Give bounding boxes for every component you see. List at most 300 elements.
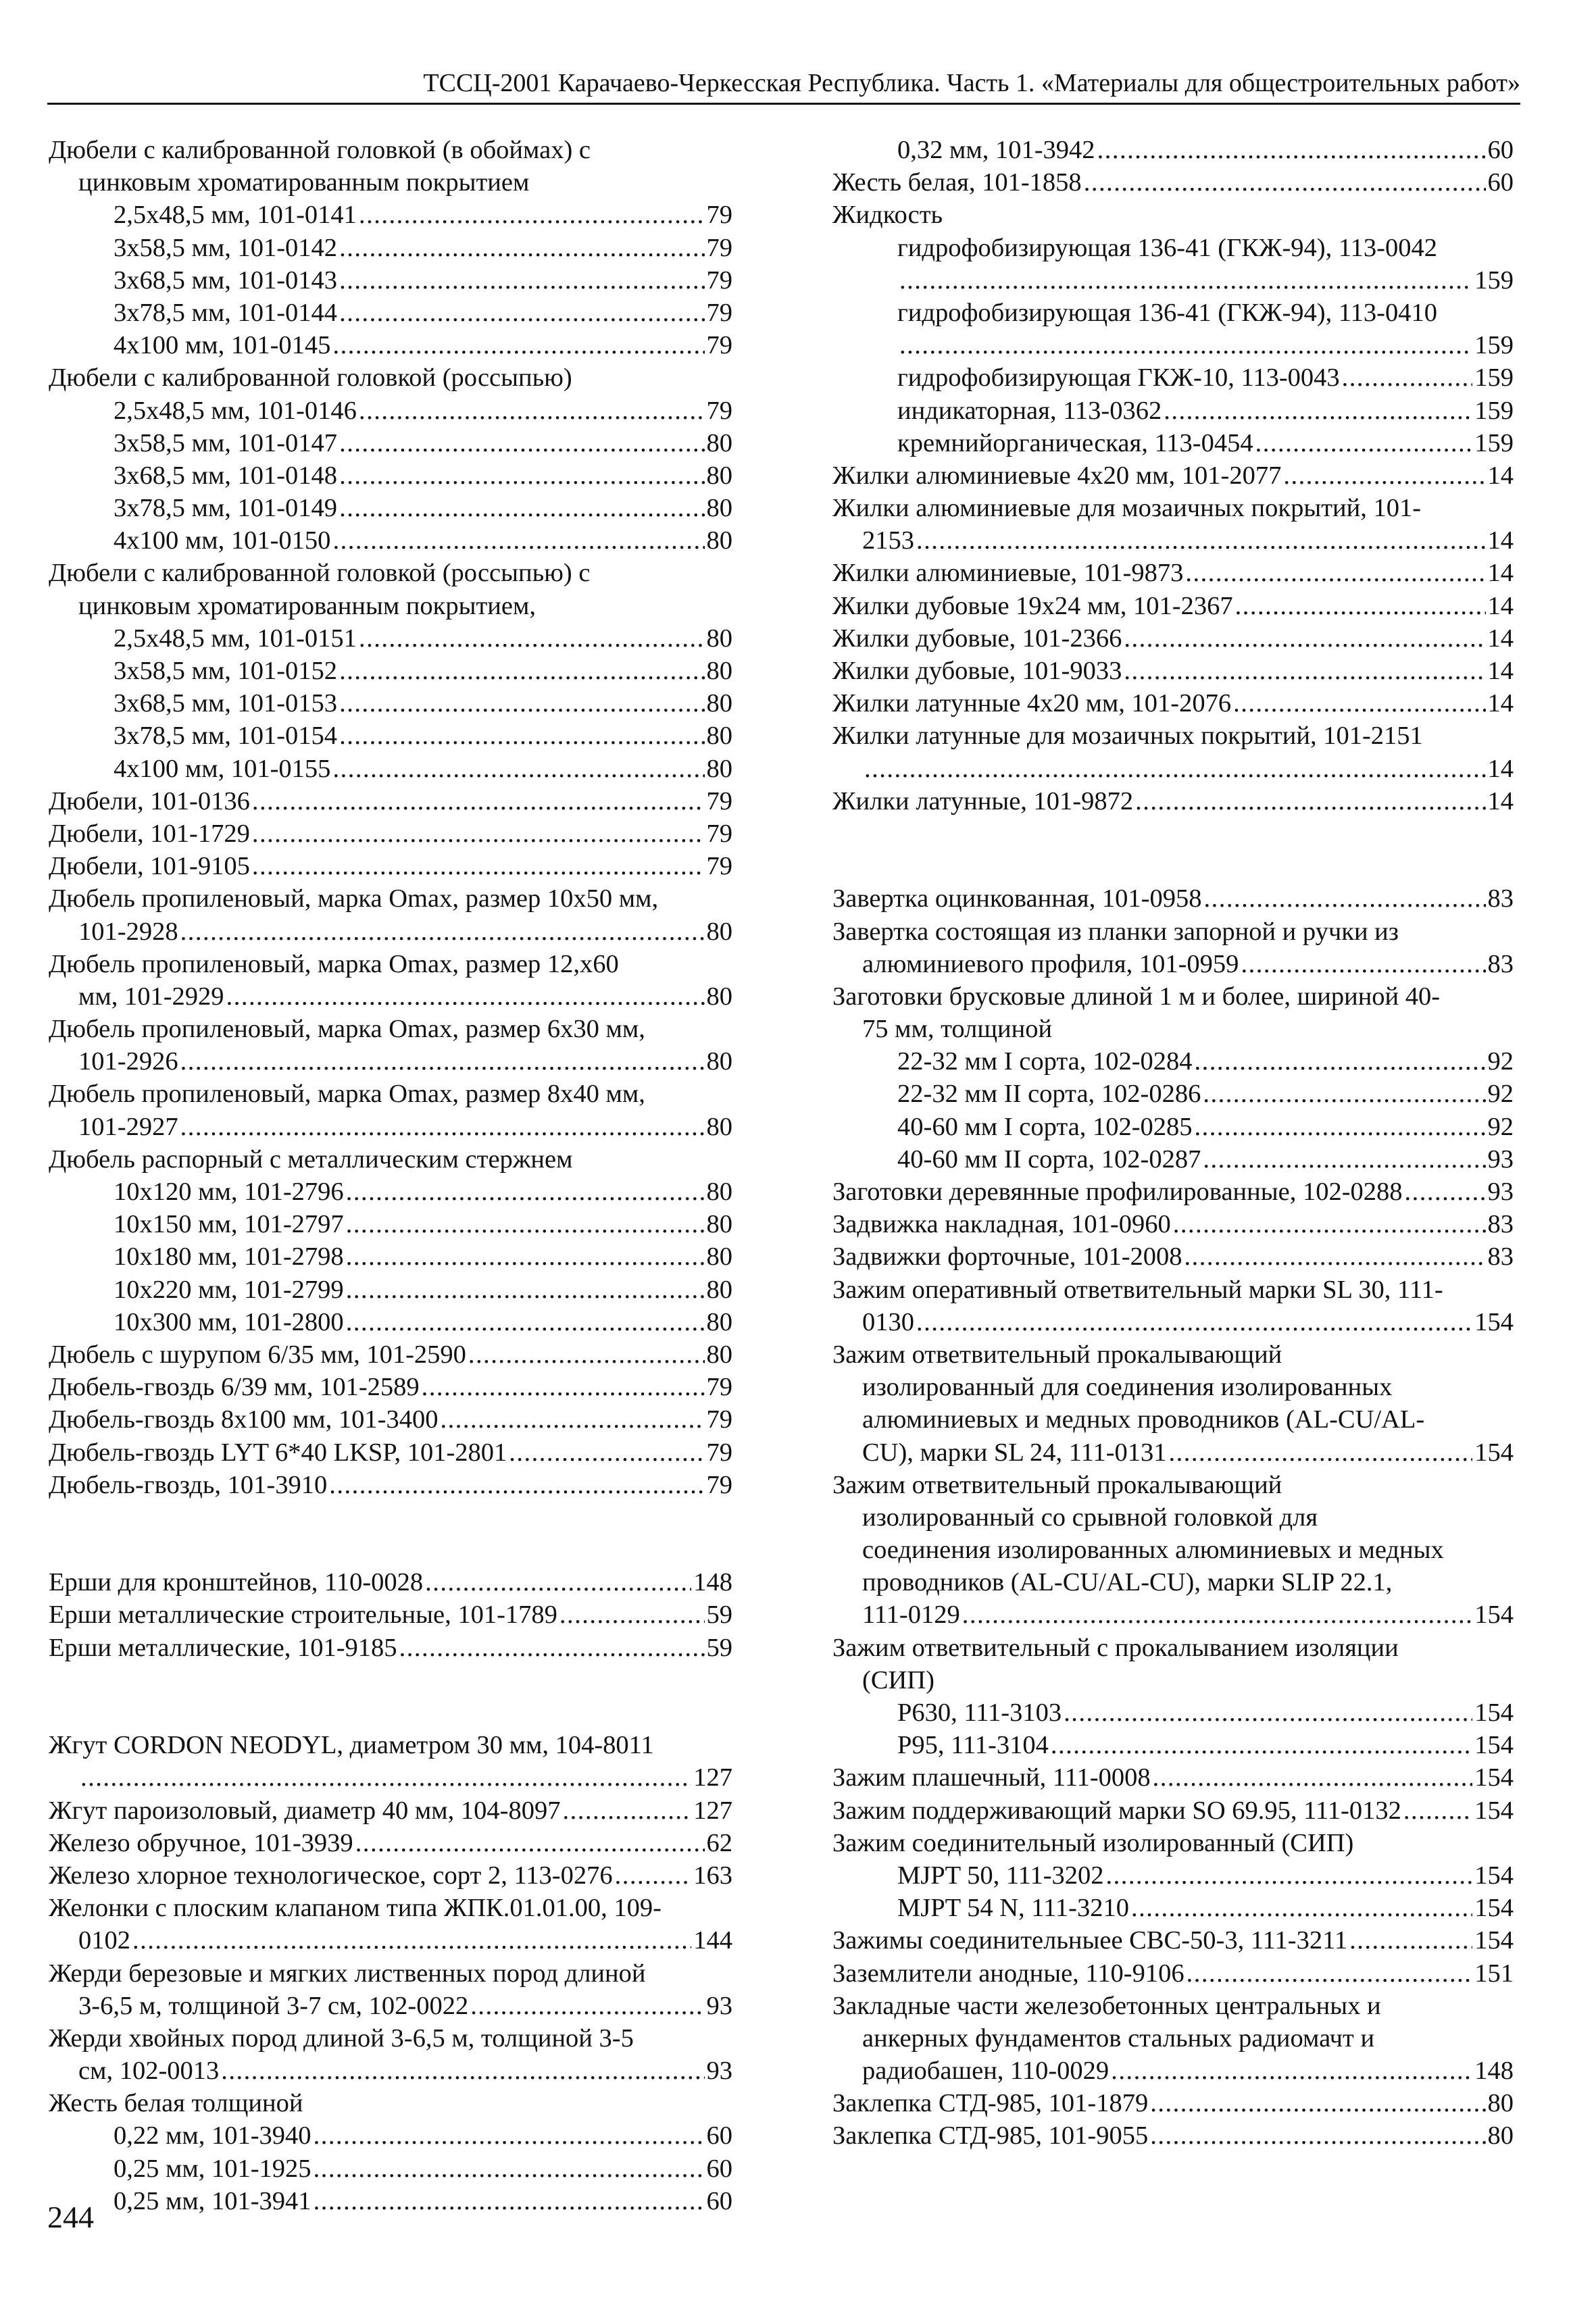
dot-leader bbox=[1255, 427, 1473, 459]
index-entry-text: 3х78,5 мм, 101-0144 bbox=[114, 298, 338, 327]
section-gap bbox=[49, 1696, 732, 1729]
index-entry-text: Жилки дубовые, 101-9033 bbox=[832, 657, 1122, 685]
index-entry bbox=[49, 1632, 732, 1664]
index-entry-row bbox=[832, 1208, 1514, 1240]
index-entry-row bbox=[49, 1208, 732, 1240]
index-entry bbox=[832, 297, 1514, 361]
dot-leader bbox=[509, 1436, 704, 1469]
index-entry-row bbox=[49, 2055, 732, 2087]
index-entry-row bbox=[49, 1990, 732, 2022]
index-entry-row bbox=[832, 948, 1514, 980]
dot-leader bbox=[252, 850, 705, 882]
index-entry-text: Дюбели, 101-0136 bbox=[49, 786, 250, 815]
index-entry bbox=[49, 557, 732, 622]
index-entry-row bbox=[832, 1306, 1514, 1338]
index-entry bbox=[832, 1794, 1514, 1827]
index-entry-page: 93 bbox=[1487, 1178, 1514, 1206]
index-entry-row bbox=[832, 395, 1514, 427]
index-entry-text: 22-32 мм II сорта, 102-0286 bbox=[897, 1080, 1201, 1109]
index-entry-row bbox=[49, 1176, 732, 1208]
index-entry bbox=[832, 361, 1514, 394]
dot-leader bbox=[470, 1990, 704, 2022]
index-entry-row bbox=[832, 264, 1514, 297]
index-entry-page: 148 bbox=[1474, 2057, 1514, 2086]
index-entry-page: 79 bbox=[706, 1405, 732, 1434]
index-entry bbox=[49, 1794, 732, 1827]
index-entry-line: цинковым хроматированным покрытием bbox=[78, 168, 530, 197]
index-entry-text: 0102 bbox=[78, 1926, 130, 1955]
index-entry bbox=[49, 361, 732, 394]
index-entry-page: 60 bbox=[706, 2121, 732, 2150]
index-entry-page: 80 bbox=[706, 624, 732, 653]
dot-leader bbox=[180, 915, 705, 948]
index-entry-page: 80 bbox=[706, 917, 732, 946]
index-entry-line: Жерди березовые и мягких лиственных пород длиной bbox=[49, 1959, 646, 1988]
index-entry-line: изолированный со срывной головкой для bbox=[862, 1503, 1318, 1532]
index-entry-row bbox=[832, 1729, 1514, 1761]
index-entry-text: 101-2928 bbox=[78, 917, 178, 946]
index-entry-line: Завертка состоящая из планки запорной и ручки из bbox=[832, 917, 1399, 946]
dot-leader bbox=[1342, 361, 1473, 394]
index-entry-text: Заклепка СТД-985, 101-9055 bbox=[832, 2121, 1149, 2150]
index-entry-row bbox=[832, 1794, 1514, 1827]
index-entry-row bbox=[49, 297, 732, 329]
index-entry-text: кремнийорганическая, 113-0454 bbox=[897, 428, 1253, 457]
index-entry bbox=[49, 687, 732, 720]
index-entry-page: 154 bbox=[1474, 1601, 1514, 1630]
index-entry bbox=[49, 395, 732, 427]
index-entry bbox=[49, 2087, 732, 2119]
index-entry-row bbox=[49, 850, 732, 882]
index-entry bbox=[832, 395, 1514, 427]
index-entry-page: 60 bbox=[706, 2154, 732, 2183]
index-entry-page: 83 bbox=[1487, 1210, 1514, 1239]
dot-leader bbox=[226, 980, 705, 1013]
index-entry-page: 83 bbox=[1487, 949, 1514, 978]
dot-leader bbox=[399, 1632, 705, 1664]
index-entry-text: Зажим поддерживающий марки SO 69.95, 111-0132 bbox=[832, 1796, 1401, 1825]
index-entry-text: 0,32 мм, 101-3942 bbox=[897, 136, 1095, 164]
index-entry-text: 4х100 мм, 101-0155 bbox=[114, 754, 331, 783]
index-entry-text: 22-32 мм I сорта, 102-0284 bbox=[897, 1047, 1193, 1076]
index-entry-line: Жгут CORDON NEODYL, диаметром 30 мм, 104-8011 bbox=[49, 1731, 654, 1760]
index-entry-page: 154 bbox=[1474, 1763, 1514, 1792]
index-entry-page: 144 bbox=[693, 1926, 732, 1955]
index-entry-page: 80 bbox=[706, 754, 732, 783]
index-entry bbox=[832, 1859, 1514, 1892]
index-entry-row bbox=[49, 427, 732, 459]
index-entry-page: 154 bbox=[1474, 1731, 1514, 1760]
index-entry-line: Жилки алюминиевые для мозаичных покрытий, 101- bbox=[832, 494, 1422, 523]
index-entry-row bbox=[49, 395, 732, 427]
dot-leader bbox=[899, 264, 1472, 297]
index-entry bbox=[49, 1143, 732, 1176]
index-entry bbox=[832, 1892, 1514, 1924]
dot-leader bbox=[1150, 2119, 1485, 2152]
index-entry bbox=[49, 1892, 732, 1957]
index-entry-row bbox=[49, 2153, 732, 2185]
index-entry bbox=[832, 1990, 1514, 2088]
index-entry-row bbox=[49, 1371, 732, 1403]
index-entry-page: 79 bbox=[706, 233, 732, 262]
index-entry-page: 80 bbox=[706, 1178, 732, 1206]
index-entry bbox=[49, 134, 732, 199]
index-entry-text: Жгут пароизоловый, диаметр 40 мм, 104-8097 bbox=[49, 1796, 561, 1825]
index-entry-page: 92 bbox=[1487, 1080, 1514, 1109]
dot-leader bbox=[1135, 785, 1485, 818]
index-entry bbox=[832, 1111, 1514, 1143]
index-entry-row bbox=[49, 459, 732, 492]
running-header bbox=[47, 66, 1520, 105]
dot-leader bbox=[1164, 395, 1472, 427]
index-entry-line: анкерных фундаментов стальных радиомачт и bbox=[862, 2023, 1375, 2053]
dot-leader bbox=[314, 2119, 705, 2152]
index-entry-line: Жерди хвойных пород длиной 3-6,5 м, толщиной 3-5 bbox=[49, 2023, 634, 2053]
index-entry bbox=[832, 2087, 1514, 2119]
index-entry-text: Заклепка СТД-985, 101-1879 bbox=[832, 2089, 1149, 2118]
index-entry-row bbox=[832, 622, 1514, 655]
dot-leader bbox=[916, 1306, 1472, 1338]
index-entry-text: Ерши для кронштейнов, 110-0028 bbox=[49, 1568, 424, 1597]
index-entry-page: 92 bbox=[1487, 1112, 1514, 1141]
index-entry bbox=[49, 524, 732, 557]
index-entry-text: 0130 bbox=[862, 1307, 914, 1336]
index-entry-text: 3х68,5 мм, 101-0143 bbox=[114, 266, 338, 295]
dot-leader bbox=[1106, 1859, 1473, 1892]
dot-leader bbox=[1235, 590, 1486, 622]
index-entry-line: Дюбели с калиброванной головкой (россыпью) с bbox=[49, 559, 591, 588]
index-entry-page: 79 bbox=[706, 201, 732, 230]
index-entry-row bbox=[832, 753, 1514, 785]
index-entry-page: 127 bbox=[693, 1796, 732, 1825]
index-entry-page: 80 bbox=[706, 689, 732, 718]
index-entry-row bbox=[49, 1632, 732, 1664]
index-entry bbox=[49, 297, 732, 329]
index-entry-text: Железо обручное, 101-3939 bbox=[49, 1828, 353, 1857]
index-entry bbox=[832, 232, 1514, 297]
index-entry bbox=[832, 785, 1514, 818]
dot-leader bbox=[346, 1176, 705, 1208]
index-entry-row bbox=[832, 1892, 1514, 1924]
dot-leader bbox=[1051, 1729, 1472, 1761]
index-entry-text: Заготовки деревянные профилированные, 102-0288 bbox=[832, 1178, 1403, 1206]
dot-leader bbox=[1185, 557, 1485, 589]
index-entry-row bbox=[832, 655, 1514, 687]
index-entry bbox=[49, 1599, 732, 1631]
index-entry-line: Зажим оперативный ответвительный марки SL 30, 111- bbox=[832, 1275, 1443, 1304]
index-entry-row bbox=[49, 1338, 732, 1371]
index-entry-page: 80 bbox=[706, 494, 732, 523]
index-entry-page: 14 bbox=[1487, 461, 1514, 490]
index-entry-page: 14 bbox=[1487, 591, 1514, 620]
index-entry bbox=[49, 1859, 732, 1892]
dot-leader bbox=[440, 1403, 704, 1436]
index-entry-row bbox=[832, 2119, 1514, 2152]
running-header-title: ТССЦ-2001 Карачаево-Черкесская Республика. Часть 1. «Материалы для общестроительных работ» bbox=[423, 69, 1520, 97]
index-entry-line: гидрофобизирующая 136-41 (ГКЖ-94), 113-0410 bbox=[897, 298, 1437, 327]
index-entry-text: 10х120 мм, 101-2796 bbox=[114, 1178, 344, 1206]
index-entry bbox=[49, 1371, 732, 1403]
index-entry bbox=[832, 2119, 1514, 2152]
index-entry-text: Ерши металлические, 101-9185 bbox=[49, 1633, 397, 1662]
index-entry-row bbox=[832, 1696, 1514, 1729]
index-entry-text: индикаторная, 113-0362 bbox=[897, 396, 1162, 425]
index-entry bbox=[49, 2185, 732, 2217]
index-entry-page: 14 bbox=[1487, 559, 1514, 588]
index-entry bbox=[49, 2153, 732, 2185]
dot-leader bbox=[425, 1566, 691, 1599]
index-entry-page: 154 bbox=[1474, 1894, 1514, 1923]
index-entry bbox=[49, 232, 732, 264]
index-entry bbox=[832, 622, 1514, 655]
index-entry-row bbox=[49, 1599, 732, 1631]
dot-leader bbox=[562, 1794, 691, 1827]
index-entry-row bbox=[49, 1761, 732, 1794]
dot-leader bbox=[339, 655, 704, 687]
index-entry-page: 60 bbox=[706, 2186, 732, 2215]
dot-leader bbox=[1241, 948, 1485, 980]
index-entry-text: гидрофобизирующая ГКЖ-10, 113-0043 bbox=[897, 363, 1340, 393]
index-entry bbox=[832, 492, 1514, 557]
index-entry bbox=[832, 980, 1514, 1045]
index-entry bbox=[49, 1274, 732, 1306]
index-entry-text: Дюбель-гвоздь LYT 6*40 LKSP, 101-2801 bbox=[49, 1438, 507, 1467]
dot-leader bbox=[1233, 687, 1485, 720]
index-entry bbox=[832, 1078, 1514, 1110]
index-entry-row bbox=[832, 2055, 1514, 2087]
dot-leader bbox=[329, 1469, 704, 1501]
index-entry-text: Ерши металлические строительные, 101-1789 bbox=[49, 1601, 557, 1630]
dot-leader bbox=[339, 687, 704, 720]
index-entry-text: Заземлители анодные, 110-9106 bbox=[832, 1959, 1184, 1988]
index-entry-line: гидрофобизирующая 136-41 (ГКЖ-94), 113-0042 bbox=[897, 233, 1437, 262]
index-entry-row bbox=[49, 329, 732, 361]
index-entry-page: 154 bbox=[1474, 1699, 1514, 1727]
dot-leader bbox=[339, 492, 704, 524]
index-entry-row bbox=[832, 361, 1514, 394]
index-entry-row bbox=[49, 1403, 732, 1436]
index-entry-text: 3х68,5 мм, 101-0153 bbox=[114, 689, 338, 718]
dot-leader bbox=[916, 524, 1486, 557]
index-entry bbox=[832, 655, 1514, 687]
index-entry bbox=[49, 2022, 732, 2087]
index-entry-text: 10х150 мм, 101-2797 bbox=[114, 1210, 344, 1239]
index-entry-line: Закладные части железобетонных центральных и bbox=[832, 1991, 1381, 2020]
index-column-right bbox=[832, 134, 1514, 2153]
dot-leader bbox=[346, 1306, 705, 1338]
index-entry-row bbox=[832, 329, 1514, 361]
index-entry bbox=[49, 1957, 732, 2022]
dot-leader bbox=[346, 1274, 705, 1306]
index-entry-row bbox=[49, 915, 732, 948]
dot-leader bbox=[252, 785, 705, 818]
dot-leader bbox=[180, 1045, 705, 1078]
dot-leader bbox=[1403, 1794, 1472, 1827]
index-entry-text: 40-60 мм I сорта, 102-0285 bbox=[897, 1112, 1193, 1141]
index-entry-text: Железо хлорное технологическое, сорт 2, 113-0276 bbox=[49, 1861, 613, 1890]
index-entry-line: Зажим ответвительный прокалывающий bbox=[832, 1340, 1282, 1369]
dot-leader bbox=[1169, 1436, 1473, 1469]
index-entry-text: 3х58,5 мм, 101-0142 bbox=[114, 233, 338, 262]
index-entry-page: 80 bbox=[706, 1047, 732, 1076]
index-entry bbox=[49, 1306, 732, 1338]
index-entry-page: 93 bbox=[1487, 1145, 1514, 1174]
index-entry bbox=[832, 1240, 1514, 1273]
index-entry-text: 10х220 мм, 101-2799 bbox=[114, 1275, 344, 1304]
index-entry-row bbox=[832, 557, 1514, 589]
dot-leader bbox=[314, 2153, 705, 2185]
dot-leader bbox=[1084, 166, 1486, 199]
index-entry bbox=[832, 1469, 1514, 1632]
index-entry bbox=[49, 2119, 732, 2152]
dot-leader bbox=[422, 1371, 705, 1403]
index-entry bbox=[49, 1338, 732, 1371]
dot-leader bbox=[1203, 1143, 1485, 1176]
dot-leader bbox=[339, 264, 704, 297]
index-entry bbox=[832, 1696, 1514, 1729]
dot-leader bbox=[339, 297, 704, 329]
index-entry-page: 80 bbox=[706, 1307, 732, 1336]
section-gap bbox=[49, 1501, 732, 1534]
index-entry-text: 3х78,5 мм, 101-0154 bbox=[114, 722, 338, 751]
index-entry-page: 151 bbox=[1474, 1959, 1514, 1988]
index-entry bbox=[49, 1436, 732, 1469]
index-entry-row bbox=[832, 1045, 1514, 1078]
index-entry bbox=[832, 199, 1514, 231]
index-entry bbox=[49, 818, 732, 850]
index-entry-page: 80 bbox=[706, 461, 732, 490]
index-entry-page: 79 bbox=[706, 396, 732, 425]
index-entry-page: 14 bbox=[1487, 526, 1514, 555]
index-entry-text: MJPT 50, 111-3202 bbox=[897, 1861, 1104, 1890]
index-entry bbox=[832, 1338, 1514, 1469]
index-entry-text: 4х100 мм, 101-0150 bbox=[114, 526, 331, 555]
index-entry bbox=[832, 557, 1514, 589]
index-entry-text: 2,5х48,5 мм, 101-0146 bbox=[114, 396, 357, 425]
dot-leader bbox=[339, 720, 704, 752]
index-entry-text: MJPT 54 N, 111-3210 bbox=[897, 1894, 1129, 1923]
dot-leader bbox=[339, 459, 704, 492]
dot-leader bbox=[332, 329, 704, 361]
index-entry-line: проводников (AL-CU/AL-CU), марки SLIP 22.1, bbox=[862, 1568, 1393, 1597]
index-entry bbox=[49, 1566, 732, 1599]
index-entry-text: 3х58,5 мм, 101-0147 bbox=[114, 428, 338, 457]
index-entry bbox=[832, 134, 1514, 166]
index-entry-text: радиобашен, 110-0029 bbox=[862, 2057, 1109, 2086]
index-entry-text: 2,5х48,5 мм, 101-0141 bbox=[114, 201, 357, 230]
index-entry-row bbox=[49, 492, 732, 524]
index-entry bbox=[832, 1045, 1514, 1078]
index-entry-text: Зажим плашечный, 111-0008 bbox=[832, 1763, 1151, 1792]
index-entry bbox=[49, 948, 732, 1013]
index-entry bbox=[832, 1176, 1514, 1208]
index-entry-page: 14 bbox=[1487, 786, 1514, 815]
index-entry bbox=[49, 1240, 732, 1273]
dot-leader bbox=[1173, 1208, 1486, 1240]
index-entry-page: 154 bbox=[1474, 1926, 1514, 1955]
index-entry-text: 10х300 мм, 101-2800 bbox=[114, 1307, 344, 1336]
dot-leader bbox=[314, 2185, 705, 2217]
index-entry-row bbox=[832, 524, 1514, 557]
index-entry bbox=[832, 1632, 1514, 1696]
index-entry-text: см, 102-0013 bbox=[78, 2057, 220, 2086]
index-entry-row bbox=[832, 590, 1514, 622]
index-entry-page: 80 bbox=[706, 1275, 732, 1304]
section-gap bbox=[49, 1664, 732, 1696]
index-entry-page: 83 bbox=[1487, 1242, 1514, 1272]
dot-leader bbox=[615, 1859, 692, 1892]
index-entry-text: 3х68,5 мм, 101-0148 bbox=[114, 461, 338, 490]
index-entry bbox=[832, 1208, 1514, 1240]
section-gap bbox=[832, 850, 1514, 882]
index-entry-page: 60 bbox=[1487, 168, 1514, 197]
index-entry-line: алюминиевых и медных проводников (AL-CU/AL- bbox=[862, 1405, 1425, 1434]
index-entry-row bbox=[49, 232, 732, 264]
index-entry-text: 2,5х48,5 мм, 101-0151 bbox=[114, 624, 357, 653]
index-entry bbox=[49, 720, 732, 752]
index-entry-text: Дюбели, 101-1729 bbox=[49, 819, 250, 848]
index-entry-line: (СИП) bbox=[862, 1665, 934, 1694]
dot-leader bbox=[1111, 2055, 1472, 2087]
dot-leader bbox=[1150, 2087, 1485, 2119]
index-entry-line: 75 мм, толщиной bbox=[862, 1015, 1053, 1044]
index-entry-row bbox=[832, 1143, 1514, 1176]
index-entry-text: Жилки латунные 4х20 мм, 101-2076 bbox=[832, 689, 1232, 718]
index-entry-page: 80 bbox=[706, 982, 732, 1011]
dot-leader bbox=[1405, 1176, 1486, 1208]
index-entry bbox=[49, 882, 732, 947]
index-entry-row bbox=[49, 1436, 732, 1469]
index-entry-page: 14 bbox=[1487, 689, 1514, 718]
index-entry-row bbox=[49, 1306, 732, 1338]
index-entry-page: 59 bbox=[706, 1601, 732, 1630]
index-entry bbox=[832, 915, 1514, 980]
index-entry bbox=[49, 622, 732, 655]
index-entry bbox=[49, 1013, 732, 1078]
section-gap bbox=[49, 1534, 732, 1566]
index-entry bbox=[832, 1827, 1514, 1859]
index-entry bbox=[49, 1827, 732, 1859]
index-entry-row bbox=[832, 2087, 1514, 2119]
index-entry-row bbox=[49, 524, 732, 557]
dot-leader bbox=[1184, 1240, 1486, 1273]
dot-leader bbox=[1187, 1957, 1473, 1990]
dot-leader bbox=[359, 199, 705, 231]
index-entry-line: соединения изолированных алюминиевых и медных bbox=[862, 1536, 1444, 1565]
index-entry bbox=[49, 753, 732, 785]
index-entry-line: Жесть белая толщиной bbox=[49, 2089, 303, 2118]
dot-leader bbox=[80, 1761, 691, 1794]
index-entry-row bbox=[49, 1859, 732, 1892]
index-entry-text: алюминиевого профиля, 101-0959 bbox=[862, 949, 1239, 978]
index-entry-row bbox=[49, 622, 732, 655]
index-entry-line: Дюбель пропиленовый, марка Omax, размер 6х30 мм, bbox=[49, 1015, 645, 1044]
dot-leader bbox=[1195, 1111, 1486, 1143]
index-entry-page: 79 bbox=[706, 1373, 732, 1402]
index-entry-text: Жилки латунные, 101-9872 bbox=[832, 786, 1134, 815]
index-entry-row bbox=[49, 1794, 732, 1827]
index-entry-page: 159 bbox=[1474, 428, 1514, 457]
dot-leader bbox=[359, 395, 705, 427]
index-entry bbox=[49, 1469, 732, 1501]
index-entry-text: 111-0129 bbox=[862, 1601, 960, 1630]
index-entry bbox=[49, 785, 732, 818]
index-entry-row bbox=[49, 1469, 732, 1501]
dot-leader bbox=[559, 1599, 705, 1631]
index-entry-row bbox=[832, 134, 1514, 166]
index-entry bbox=[49, 459, 732, 492]
index-entry-page: 148 bbox=[693, 1568, 732, 1597]
